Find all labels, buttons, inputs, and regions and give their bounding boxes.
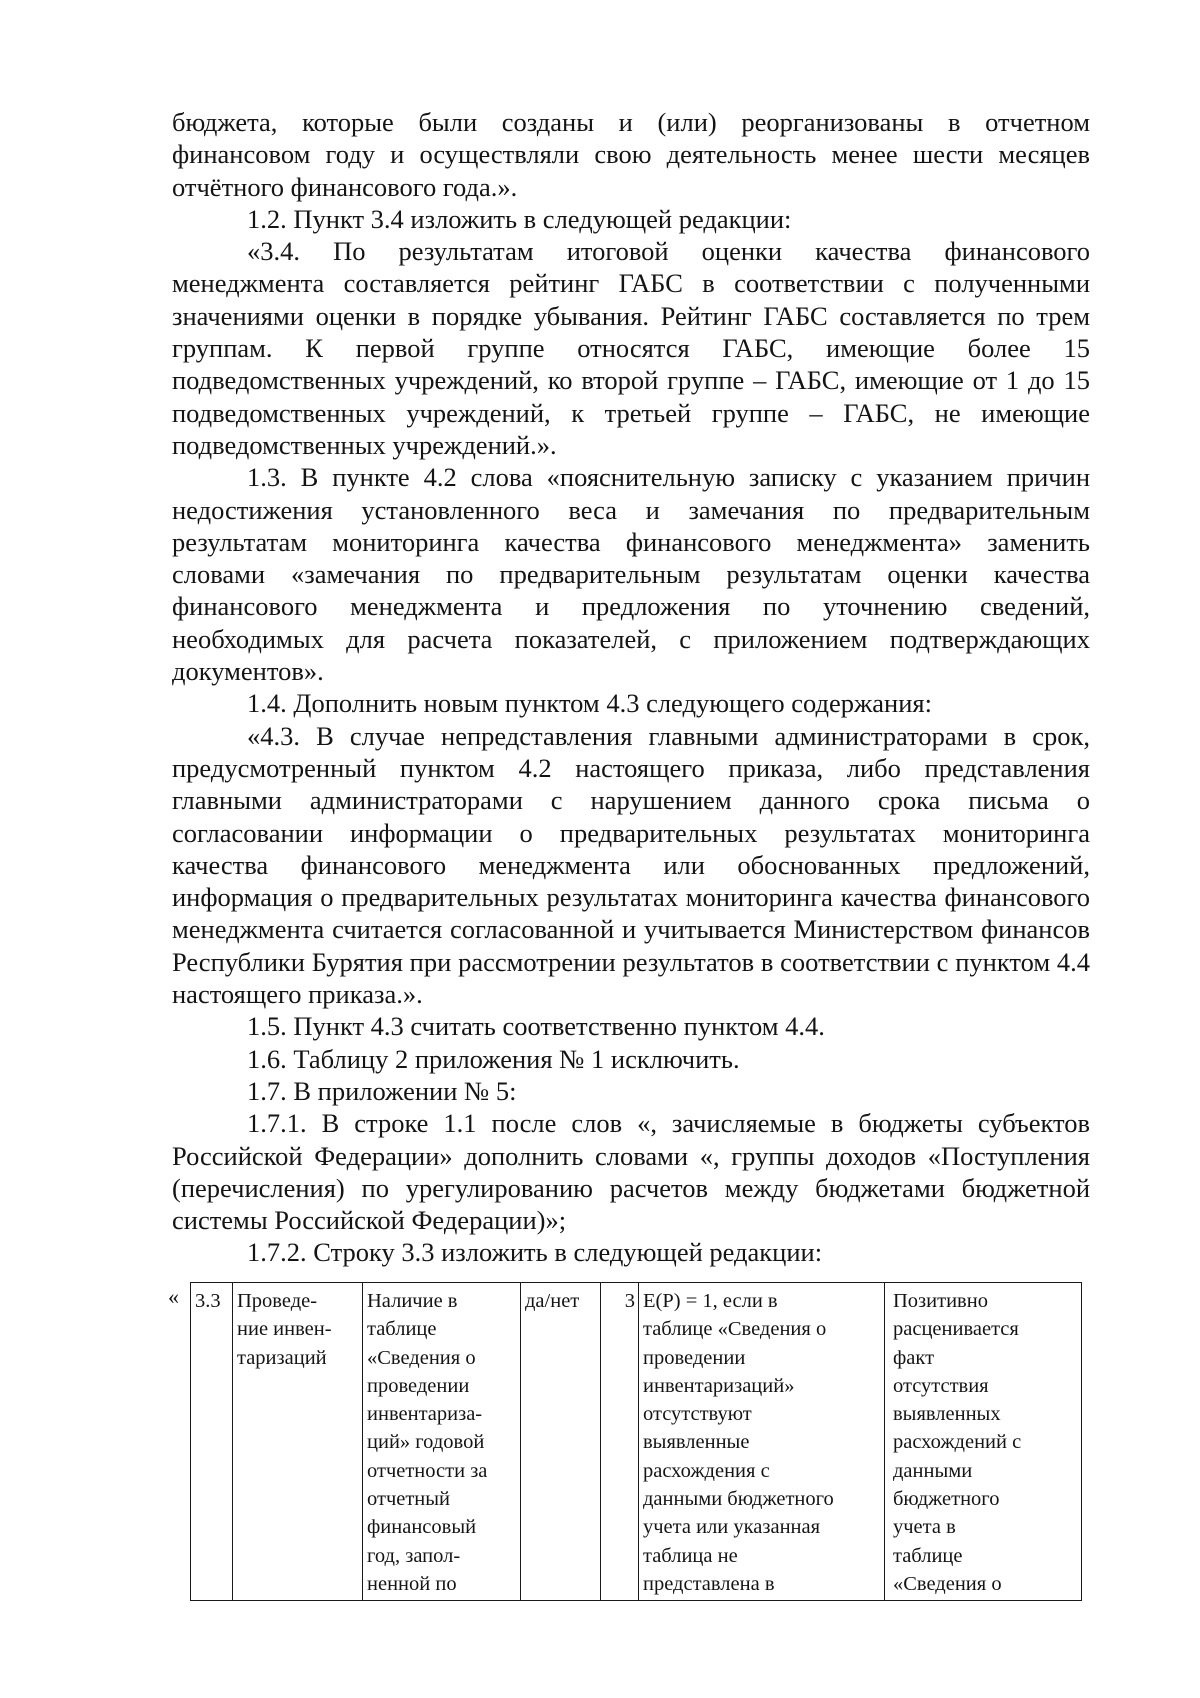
paragraph-1-7-1: 1.7.1. В строке 1.1 после слов «, зачисляемые в бюджеты субъектов Российской Федерации» дополнить словами «, группы доходов «Поступления (перечисления) по урегулированию расчетов между бюджетами бюджетной системы Российской Федерации)»; xyxy=(172,1108,1090,1236)
cell-calculation-condition: E(P) = 1, если в таблице «Сведения о проведении инвентаризаций» отсутствуют выявленные расхождения с данными бюджетного учета или указанная таблица не представлена в xyxy=(639,1283,885,1601)
amendment-table xyxy=(190,1282,1082,1601)
cell-weight: 3 xyxy=(601,1283,639,1601)
paragraph-1-7-2: 1.7.2. Строку 3.3 изложить в следующей редакции: xyxy=(247,1237,823,1268)
opening-quote: « xyxy=(168,1284,179,1309)
cell-comment: Позитивно расценивается факт отсутствия выявленных расхождений с данными бюджетного учета в таблице «Сведения о xyxy=(885,1283,1082,1601)
cell-row-number: 3.3 xyxy=(191,1283,233,1601)
cell-unit: да/нет xyxy=(521,1283,601,1601)
table-row xyxy=(191,1283,1082,1601)
paragraph-1-4: 1.4. Дополнить новым пунктом 4.3 следующего содержания: xyxy=(247,688,932,719)
document-body xyxy=(172,106,1090,1269)
paragraph-1-7: 1.7. В приложении № 5: xyxy=(247,1075,517,1106)
paragraph-1-3: 1.3. В пункте 4.2 слова «пояснительную записку с указанием причин недостижения установленного веса и замечания по предварительным результатам мониторинга качества финансового менеджмента» заменить словами «замечания по предварительным результатам оценки качества финансового менеджмента и предложения по уточнению сведений, необходимых для расчета показателей, с приложением подтверждающих документов». xyxy=(172,462,1090,687)
paragraph-1-2: 1.2. Пункт 3.4 изложить в следующей редакции: xyxy=(247,203,792,234)
paragraph-1-5: 1.5. Пункт 4.3 считать соответственно пунктом 4.4. xyxy=(247,1011,825,1042)
paragraph-3-4-text: «3.4. По результатам итоговой оценки качества финансового менеджмента составляется рейтинг ГАБС в соответствии с полученными значениями оценки в порядке убывания. Рейтинг ГАБС составляется по трем группам. К первой группе относятся ГАБС, имеющие более 15 подведомственных учреждений, ко второй группе – ГАБС, имеющие от 1 до 15 подведомственных учреждений, к третьей группе – ГАБС, не имеющие подведомственных учреждений.». xyxy=(172,236,1090,460)
cell-indicator-name: Проведе- ние инвен- таризаций xyxy=(233,1283,363,1601)
cell-indicator-definition: Наличие в таблице «Сведения о проведении инвентариза- ций» годовой отчетности за отчетный финансовый год, запол- ненной по xyxy=(363,1283,521,1601)
paragraph-1-6: 1.6. Таблицу 2 приложения № 1 исключить. xyxy=(247,1043,740,1074)
paragraph-continuation: бюджета, которые были созданы и (или) реорганизованы в отчетном финансовом году и осуществляли свою деятельность менее шести месяцев отчётного финансового года.». xyxy=(172,107,1090,202)
paragraph-4-3-text: «4.3. В случае непредставления главными администраторами в срок, предусмотренный пунктом 4.2 настоящего приказа, либо представления главными администраторами с нарушением данного срока письма о согласовании информации о предварительных результатах мониторинга качества финансового менеджмента или обоснованных предложений, информация о предварительных результатах мониторинга качества финансового менеджмента считается согласованной и учитывается Министерством финансов Республики Бурятия при рассмотрении результатов в соответствии с пунктом 4.4 настоящего приказа.». xyxy=(172,720,1090,1010)
